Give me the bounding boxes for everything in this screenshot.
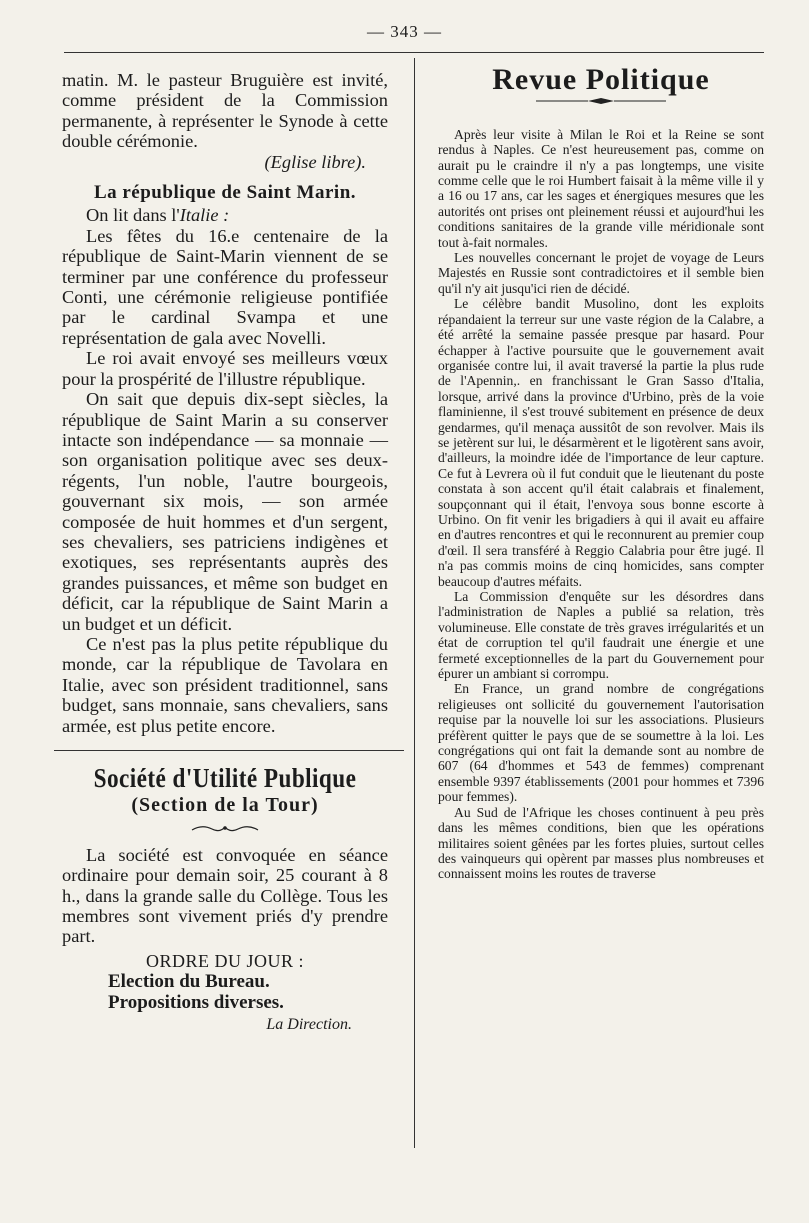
header-rule: [64, 52, 764, 53]
society-subtitle: (Section de la Tour): [131, 794, 319, 816]
section-divider: [54, 750, 404, 751]
agenda-item: Election du Bureau.: [108, 971, 270, 993]
article-paragraph: Le roi avait envoyé ses meilleurs vœux pour la prospérité de l'illustre république.: [62, 348, 388, 389]
article-lead: [62, 205, 388, 225]
news-paragraph: Après leur visite à Milan le Roi et la Reine se sont rendus à Naples. Ce n'est heureusement pas, comme on aurait pu le craindre il n'y a pas longtemps, une visite comme celle que le roi Humbert faisait à la même ville il y a 16 ou 17 ans, car les sages et énergiques mesures que les autorités ont prises ont pleinement réussi et aujourd'hui les conditions sanitaires de la grande ville méridionale sont tout à-fait normales.: [438, 126, 764, 250]
article-paragraph: On sait que depuis dix-sept siècles, la république de Saint Marin a su conserver intacte son indépendance — sa monnaie — son organisation politique avec ses deux-régents, l'un noble, l'autre bourgeois, gouvernant six mois, — son armée composée de huit hommes et d'un sergent, ses chevaliers, ses patriciens indigènes et exotiques, ses représentants auprès des grandes puissances, et même son budget en déficit, car la république de Saint Marin a un budget et un déficit.: [62, 389, 388, 634]
article-title-saint-marin: La république de Saint Marin.: [93, 182, 357, 204]
intro-source: (Eglise libre).: [264, 151, 366, 172]
lead-source: Italie :: [179, 205, 230, 226]
agenda-heading: ORDRE DU JOUR :: [145, 950, 304, 971]
left-column: [62, 70, 388, 1036]
intro-paragraph: matin. M. le pasteur Bruguière est invité, comme président de la Commission permanente, à représenter le Synode à cette double cérémonie.: [62, 70, 388, 152]
society-title: Société d'Utilité Publique: [93, 763, 357, 793]
signature: La Direction.: [266, 1016, 352, 1034]
news-paragraph: Le célèbre bandit Musolino, dont les exploits répandaient la terreur sur une vaste région de la Calabre, a été arrêté la semaine passée presque par hasard. Pour échapper à l'active poursuite que le gouvernement avait organisée contre lui, il avait traversé la partie la plus rude de l'Apennin,. en franchissant le Gran Sasso d'Italia, lorsque, arrivé dans la province d'Urbino, près de la voie flaminienne, il s'est trouvé subitement en présence de deux gendarmes, qu'il menaça aussitôt de son revolver. Mais ils se jetèrent sur lui, le désarmèrent et le ligotèrent sans avoir, d'ailleurs, la moindre idée de l'importance de leur capture. Ce fut à Levrera où il fut conduit que le lieutenant du poste constata à son accent qu'il était calabrais et finalement, soupçonnant qui il était, l'envoya sous bonne escorte à Urbino. On fit venir les brigadiers à qui il avait eu affaire en d'autres rencontres et qui le reconnurent au premier coup d'œil. Il sera transféré à Reggio Calabria pour être jugé. Il n'a pas commis moins de cinq homicides, sans compter beaucoup d'autres méfaits.: [438, 296, 764, 589]
news-paragraph: Au Sud de l'Afrique les choses continuent à peu près dans les mêmes conditions, bien que les opérations militaires soient gênées par les fortes pluies, surtout celles des vainqueurs qui opèrent par masses plus nombreuses et connaissent moins les routes de traverse: [438, 804, 764, 882]
ornament-icon: [62, 818, 388, 838]
article-paragraph: Ce n'est pas la plus petite république du monde, car la république de Tavolara en Italie, avec son président traditionnel, sans budget, sans monnaie, sans chevaliers, sans armée, est plus petite encore.: [62, 633, 388, 736]
ornament-rule-icon: [438, 93, 764, 108]
revue-politique-title: Revue Politique: [492, 63, 710, 96]
lead-prefix: On lit dans l': [86, 205, 180, 226]
agenda-item: Propositions diverses.: [108, 992, 284, 1014]
news-paragraph: En France, un grand nombre de congrégations religieuses ont sollicité du gouvernement l'autorisation requise par la nouvelle loi sur les associations. Plusieurs préfèrent quitter le pays que de se soumettre à la loi. Les congrégations qui ont fait la demande sont au nombre de 607 (64 d'hommes et 543 de femmes) comprenant ensemble 9397 établissements (2001 pour hommes et 7396 pour femmes).: [438, 681, 764, 805]
society-paragraph: La société est convoquée en séance ordinaire pour demain soir, 25 courant à 8 h., dans la grande salle du Collège. Tous les membres sont vivement priés d'y prendre part.: [62, 844, 388, 947]
news-paragraph: La Commission d'enquête sur les désordres dans l'administration de Naples a publié sa relation, très volumineuse. Elle constate de très graves irrégularités et un état de corruption tel qu'il faudrait une énergie et une fermeté exceptionnelles de la part du Gouvernement pour épurer un ambiant si corrompu.: [438, 589, 764, 682]
column-divider: [414, 58, 415, 1148]
article-paragraph: Les fêtes du 16.e centenaire de la république de Saint-Marin viennent de se terminer par une conférence du professeur Conti, une cérémonie religieuse pontifiée par le cardinal Svampa et une représentation de gala avec Novelli.: [62, 225, 388, 348]
news-paragraph: Les nouvelles concernant le projet de voyage de Leurs Majestés en Russie sont contradictoires et il semble bien qu'il n'y ait jusqu'ici rien de décidé.: [438, 250, 764, 296]
right-column: [438, 63, 764, 882]
page-number: — 343 —: [367, 22, 442, 41]
